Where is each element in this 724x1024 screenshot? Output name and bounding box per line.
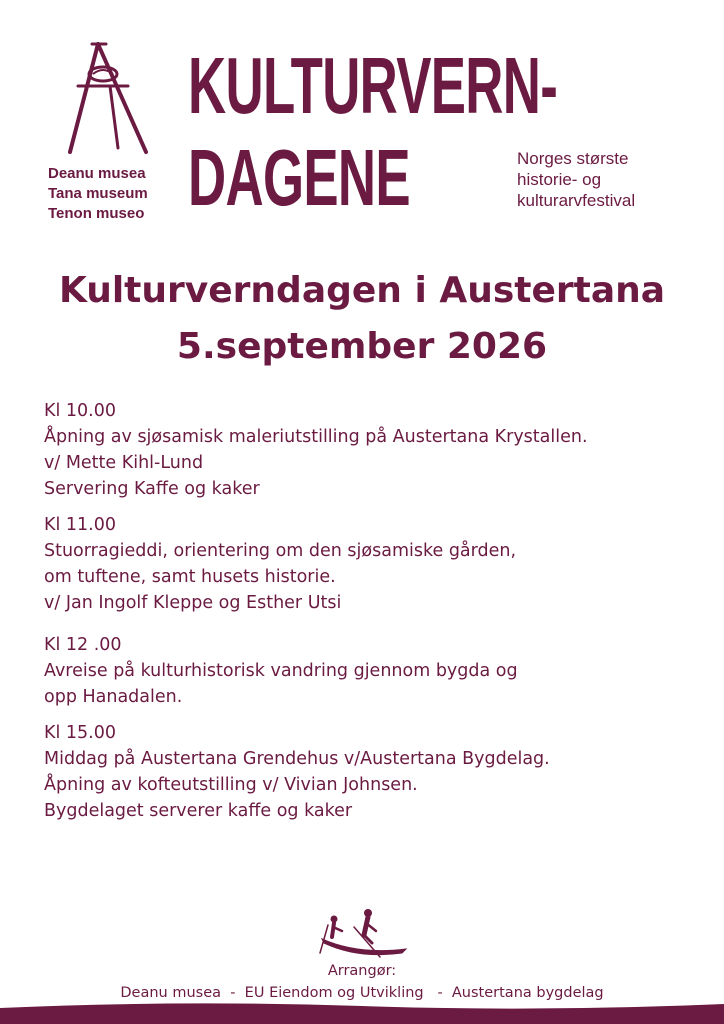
museum-name-3: Tenon museo: [48, 205, 145, 222]
program-line: Bygdelaget serverer kaffe og kaker: [44, 801, 353, 821]
program-item: [44, 632, 704, 710]
arranger-label: Arrangør:: [327, 963, 397, 979]
program-time: Kl 10.00: [44, 401, 116, 421]
festival-title: [188, 40, 557, 224]
program-item: [44, 512, 704, 616]
program-time: Kl 15.00: [44, 723, 116, 743]
museum-name-1: Deanu musea: [48, 165, 146, 182]
program-line: opp Hanadalen.: [44, 687, 183, 707]
program-item: [44, 398, 704, 502]
museum-logo-icon: [58, 40, 158, 158]
event-headline: Kulturverndagen i Austertana: [58, 270, 666, 311]
event-date: 5.september 2026: [176, 326, 548, 367]
program-line: v/ Mette Kihl-Lund: [44, 453, 204, 473]
museum-names: [48, 164, 148, 224]
festival-title-line1: KULTURVERN-: [188, 41, 558, 130]
tagline-line3: kulturarvfestival: [517, 191, 636, 210]
program-line: Middag på Austertana Grendehus v/Austertana Bygdelag.: [44, 749, 550, 769]
museum-name-2: Tana museum: [48, 185, 148, 202]
program-line: Servering Kaffe og kaker: [44, 479, 260, 499]
program-time: Kl 11.00: [44, 515, 116, 535]
festival-title-line2: DAGENE: [188, 133, 410, 222]
tagline-line2: historie- og: [517, 170, 602, 189]
program-line: Åpning av kofteutstilling v/ Vivian Johnsen.: [44, 775, 418, 795]
organizers-list: Deanu musea - EU Eiendom og Utvikling - Austertana bygdelag: [120, 985, 604, 1001]
program-line: om tuftene, samt husets historie.: [44, 567, 336, 587]
program-line: v/ Jan Ingolf Kleppe og Esther Utsi: [44, 593, 342, 613]
program-list: [44, 398, 704, 834]
program-item: [44, 720, 704, 824]
program-time: Kl 12 .00: [44, 635, 122, 655]
program-line: Åpning av sjøsamisk maleriutstilling på Austertana Krystallen.: [44, 427, 588, 447]
program-line: Stuorragieddi, orientering om den sjøsamiske gården,: [44, 541, 517, 561]
boat-rowers-icon: [318, 905, 410, 961]
festival-tagline: [517, 148, 635, 211]
tagline-line1: Norges største: [517, 149, 629, 168]
program-line: Avreise på kulturhistorisk vandring gjennom bygda og: [44, 661, 518, 681]
footer-wave-band: [0, 1000, 724, 1024]
